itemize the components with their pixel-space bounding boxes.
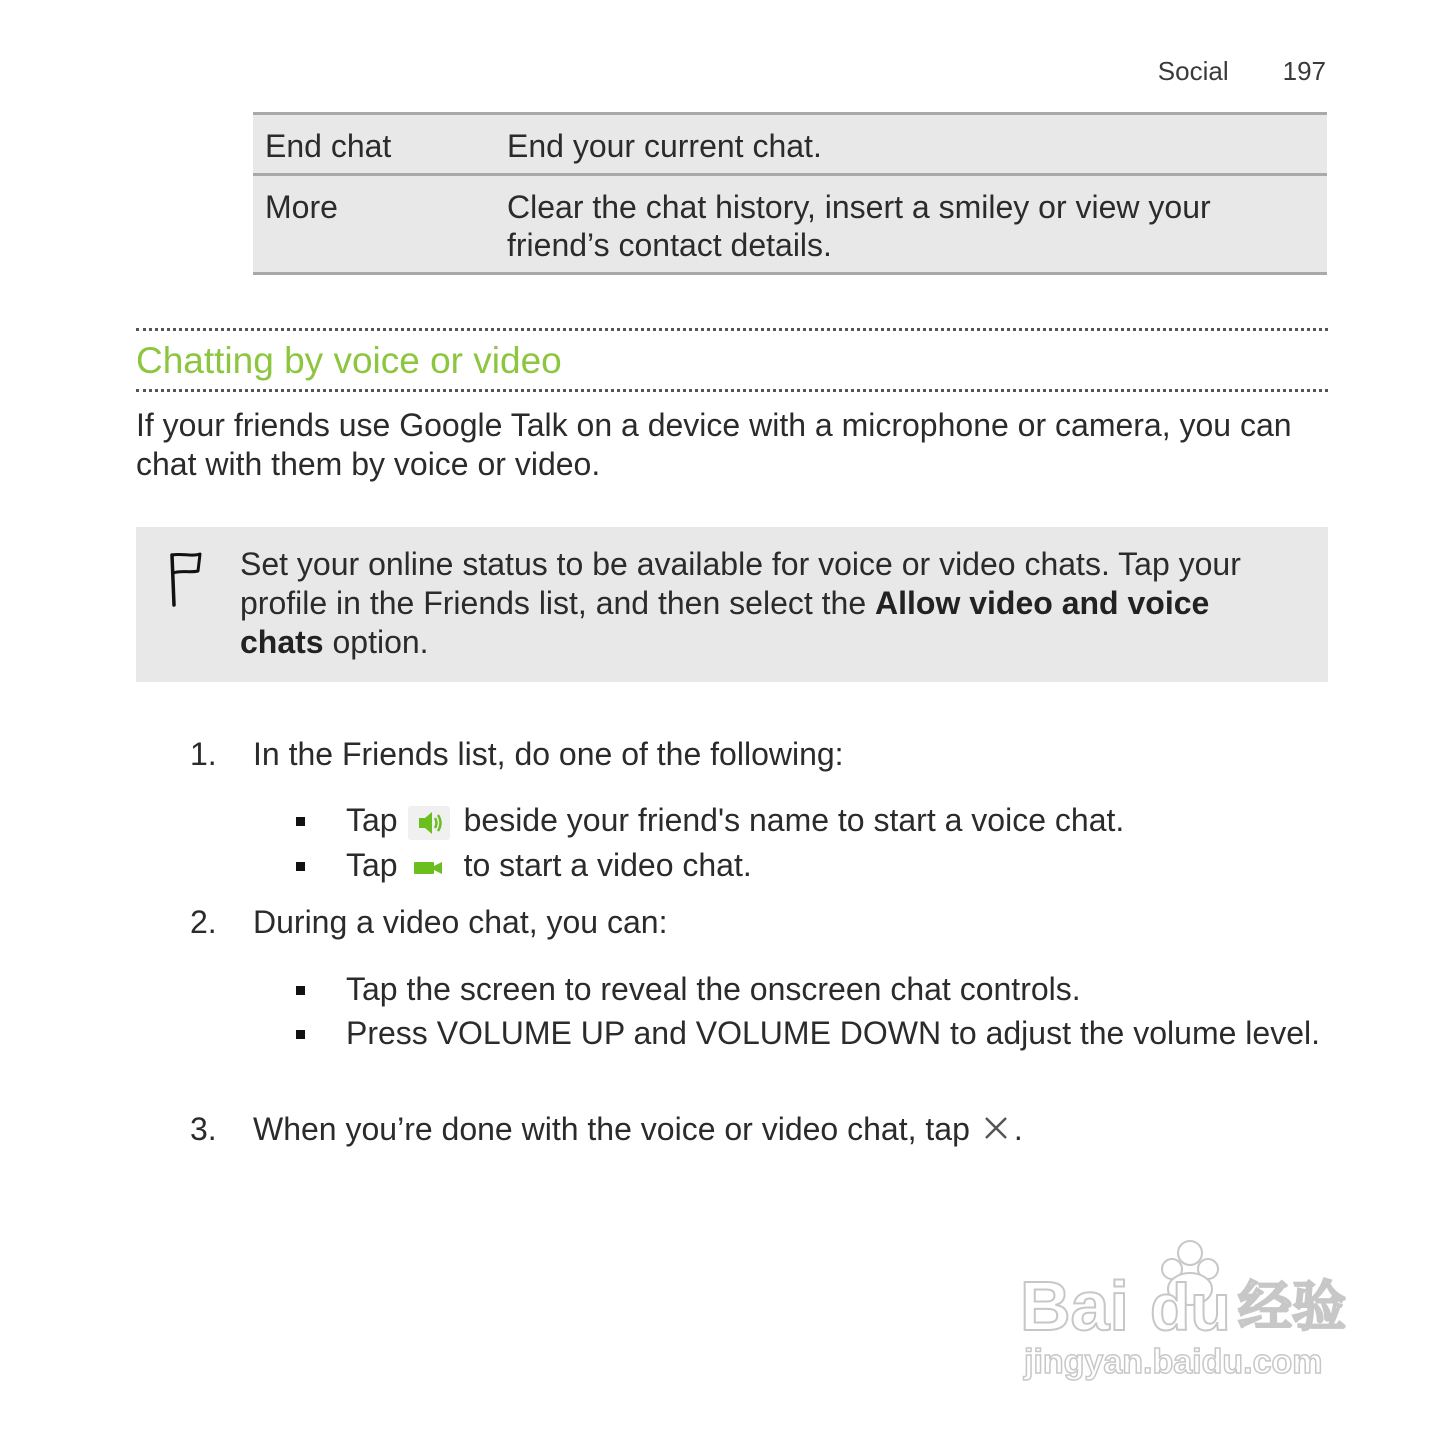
note-text	[240, 545, 1300, 662]
table-term: More	[253, 175, 495, 274]
table-description: End your current chat.	[495, 114, 1327, 175]
header-section: Social	[1157, 56, 1229, 86]
section-title: Chatting by voice or video	[136, 340, 562, 381]
svg-text:经验: 经验	[1238, 1275, 1346, 1338]
note-box	[136, 527, 1328, 682]
bullet-text	[346, 846, 1336, 885]
close-icon	[982, 1112, 1010, 1151]
bullet	[296, 986, 305, 995]
bullet-text	[346, 801, 1336, 840]
table-term: End chat	[253, 114, 495, 175]
bullet-prefix: Tap	[346, 802, 398, 838]
note-text-after: option.	[323, 624, 429, 660]
step-number: 3.	[190, 1111, 217, 1147]
video-camera-icon	[408, 851, 450, 885]
intro-paragraph: If your friends use Google Talk on a device with a microphone or camera, you can chat with them by voice or video.	[136, 407, 1292, 482]
step-text	[253, 1110, 1328, 1151]
section-header	[136, 328, 1328, 392]
table-row	[253, 114, 1327, 175]
page-header	[1158, 56, 1326, 87]
note-text-before: Set your online status to be available for voice or video chats. Tap your profile in the Friends list, and then select the	[240, 546, 1241, 621]
table-description: Clear the chat history, insert a smiley or view your friend’s contact details.	[495, 175, 1327, 274]
page-number: 197	[1282, 56, 1326, 86]
bullet	[296, 862, 305, 871]
commands-table	[253, 112, 1327, 275]
svg-text:Bai: Bai	[1020, 1267, 1129, 1345]
svg-text:du: du	[1150, 1270, 1231, 1344]
step-text-after: .	[1013, 1111, 1023, 1147]
step-text: In the Friends list, do one of the following:	[253, 736, 844, 772]
bullet-text: Press VOLUME UP and VOLUME DOWN to adjust the volume level.	[346, 1015, 1320, 1051]
flag-icon	[166, 549, 206, 609]
baidu-watermark-logo	[1020, 1225, 1360, 1385]
note-option-name: Allow video and voice chats	[240, 585, 1210, 660]
bullet	[296, 1030, 305, 1039]
step-number: 1.	[190, 736, 217, 772]
speaker-icon	[408, 806, 450, 840]
watermark-url: jingyan.baidu.com	[1024, 1343, 1323, 1381]
bullet-suffix: to start a video chat.	[463, 847, 752, 883]
table-row	[253, 175, 1327, 274]
step-text: During a video chat, you can:	[253, 904, 668, 940]
bullet-suffix: beside your friend's name to start a voice chat.	[463, 802, 1125, 838]
bullet-text: Tap the screen to reveal the onscreen chat controls.	[346, 971, 1081, 1007]
step-number: 2.	[190, 904, 217, 940]
step-text-before: When you’re done with the voice or video chat, tap	[253, 1111, 970, 1147]
bullet	[296, 817, 305, 826]
bullet-prefix: Tap	[346, 847, 398, 883]
